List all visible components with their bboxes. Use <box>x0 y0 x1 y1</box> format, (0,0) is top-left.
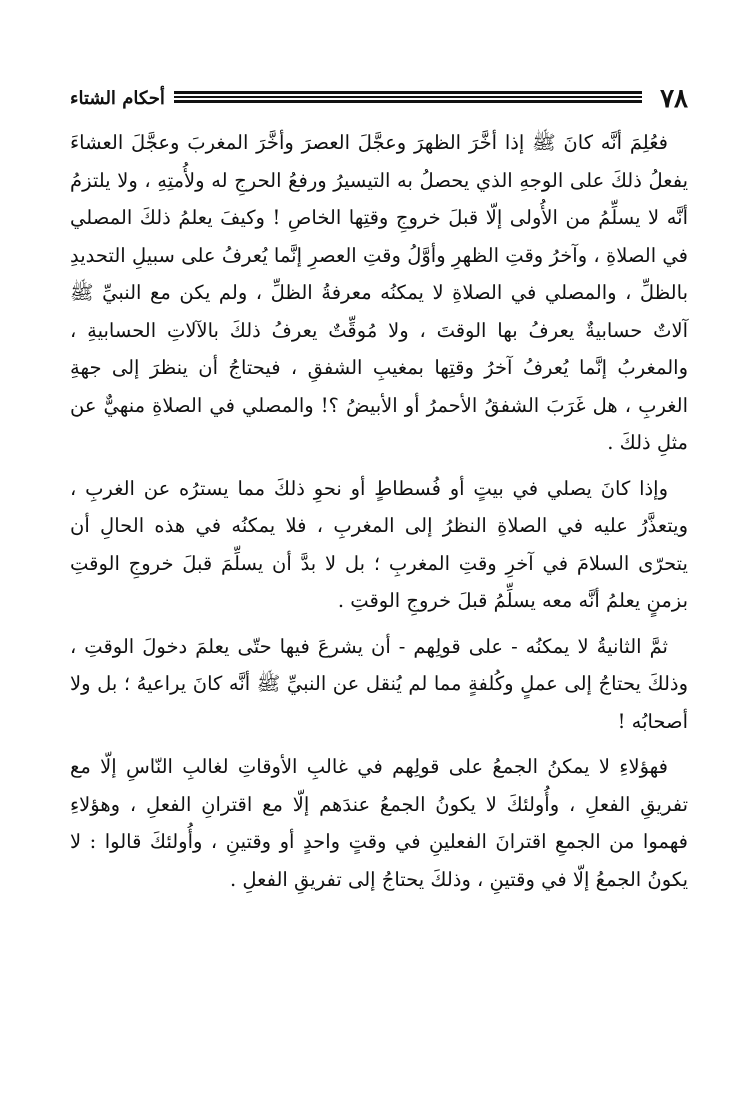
paragraph: فهؤلاءِ لا يمكنُ الجمعُ على قولِهم في غالبِ الأوقاتِ لغالبِ النّاسِ إلّا مع تفريقِ الفعلِ ، وأُولئكَ لا يكونُ الجمعُ عندَهم إلّا مع اقترانِ الفعلِ ، وهؤلاءِ فهموا من الجمعِ اقترانَ الفعلينِ في وقتٍ واحدٍ أو وقتينِ ، وأُولئكَ قالوا : لا يكونُ الجمعُ إلّا في وقتينِ ، وذلكَ يحتاجُ إلى تفريقِ الفعلِ . <box>70 755 688 891</box>
paragraph: ثمَّ الثانيةُ لا يمكنُه - على قولِهم - أن يشرعَ فيها حتّى يعلمَ دخولَ الوقتِ ، وذلكَ يحتاجُ إلى عملٍ وكُلفةٍ مما لم يُنقل عن النبيِّ ﷺ أنَّه كانَ يراعيهُ ؛ بل ولا أصحابُه ! <box>70 634 688 733</box>
paragraph: فعُلِمَ أنَّه كانَ ﷺ إذا أخَّرَ الظهرَ وعجَّلَ العصرَ وأخَّرَ المغربَ وعجَّلَ العشاءَ يفعلُ ذلكَ على الوجهِ الذي يحصلُ به التيسيرُ ورفعُ الحرجِ له ولأُمتِهِ ، ولا يلتزمُ أنَّه لا يسلِّمُ من الأُولى إلّا قبلَ خروجِ وقتِها الخاصِ ! وكيفَ يعلمُ ذلكَ المصلي في الصلاةِ ، وآخرُ وقتِ الظهرِ وأوَّلُ وقتِ العصرِ إنَّما يُعرفُ على سبيلِ التحديدِ بالظلِّ ، والمصلي في الصلاةِ لا يمكنُه معرفةُ الظلِّ ، ولم يكن مع النبيِّ ﷺ آلاتٌ حسابيةٌ يعرفُ بها الوقتَ ، ولا مُوقِّتٌ يعرفُ ذلكَ بالآلاتِ الحسابيةِ ، والمغربُ إنَّما يُعرفُ آخرُ وقتِها بمغيبِ الشفقِ ، فيحتاجُ أن ينظرَ إلى جهةِ الغربِ ، هل غَرَبَ الشفقُ الأحمرُ أو الأبيضُ ؟! والمصلي في الصلاةِ منهيٌّ عن مثلِ ذلكَ . <box>70 131 688 454</box>
paragraph: وإذا كانَ يصلي في بيتٍ أو فُسطاطٍ أو نحوِ ذلكَ مما يسترُه عن الغربِ ، ويتعذَّرُ عليه في الصلاةِ النظرُ إلى المغربِ ، فلا يمكنُه في هذه الحالِ أن يتحرّى السلامَ في آخرِ وقتِ المغربِ ؛ بل لا بدَّ أن يسلِّمَ قبلَ خروجِ الوقتِ بزمنٍ يعلمُ أنَّه معه يسلِّمُ قبلَ خروجِ الوقتِ . <box>70 476 688 612</box>
header-rule <box>174 91 642 103</box>
page-body <box>70 124 688 906</box>
page-number: ٧٨ <box>660 84 688 114</box>
running-header <box>70 84 688 116</box>
running-title: أحكام الشتاء <box>70 88 165 109</box>
